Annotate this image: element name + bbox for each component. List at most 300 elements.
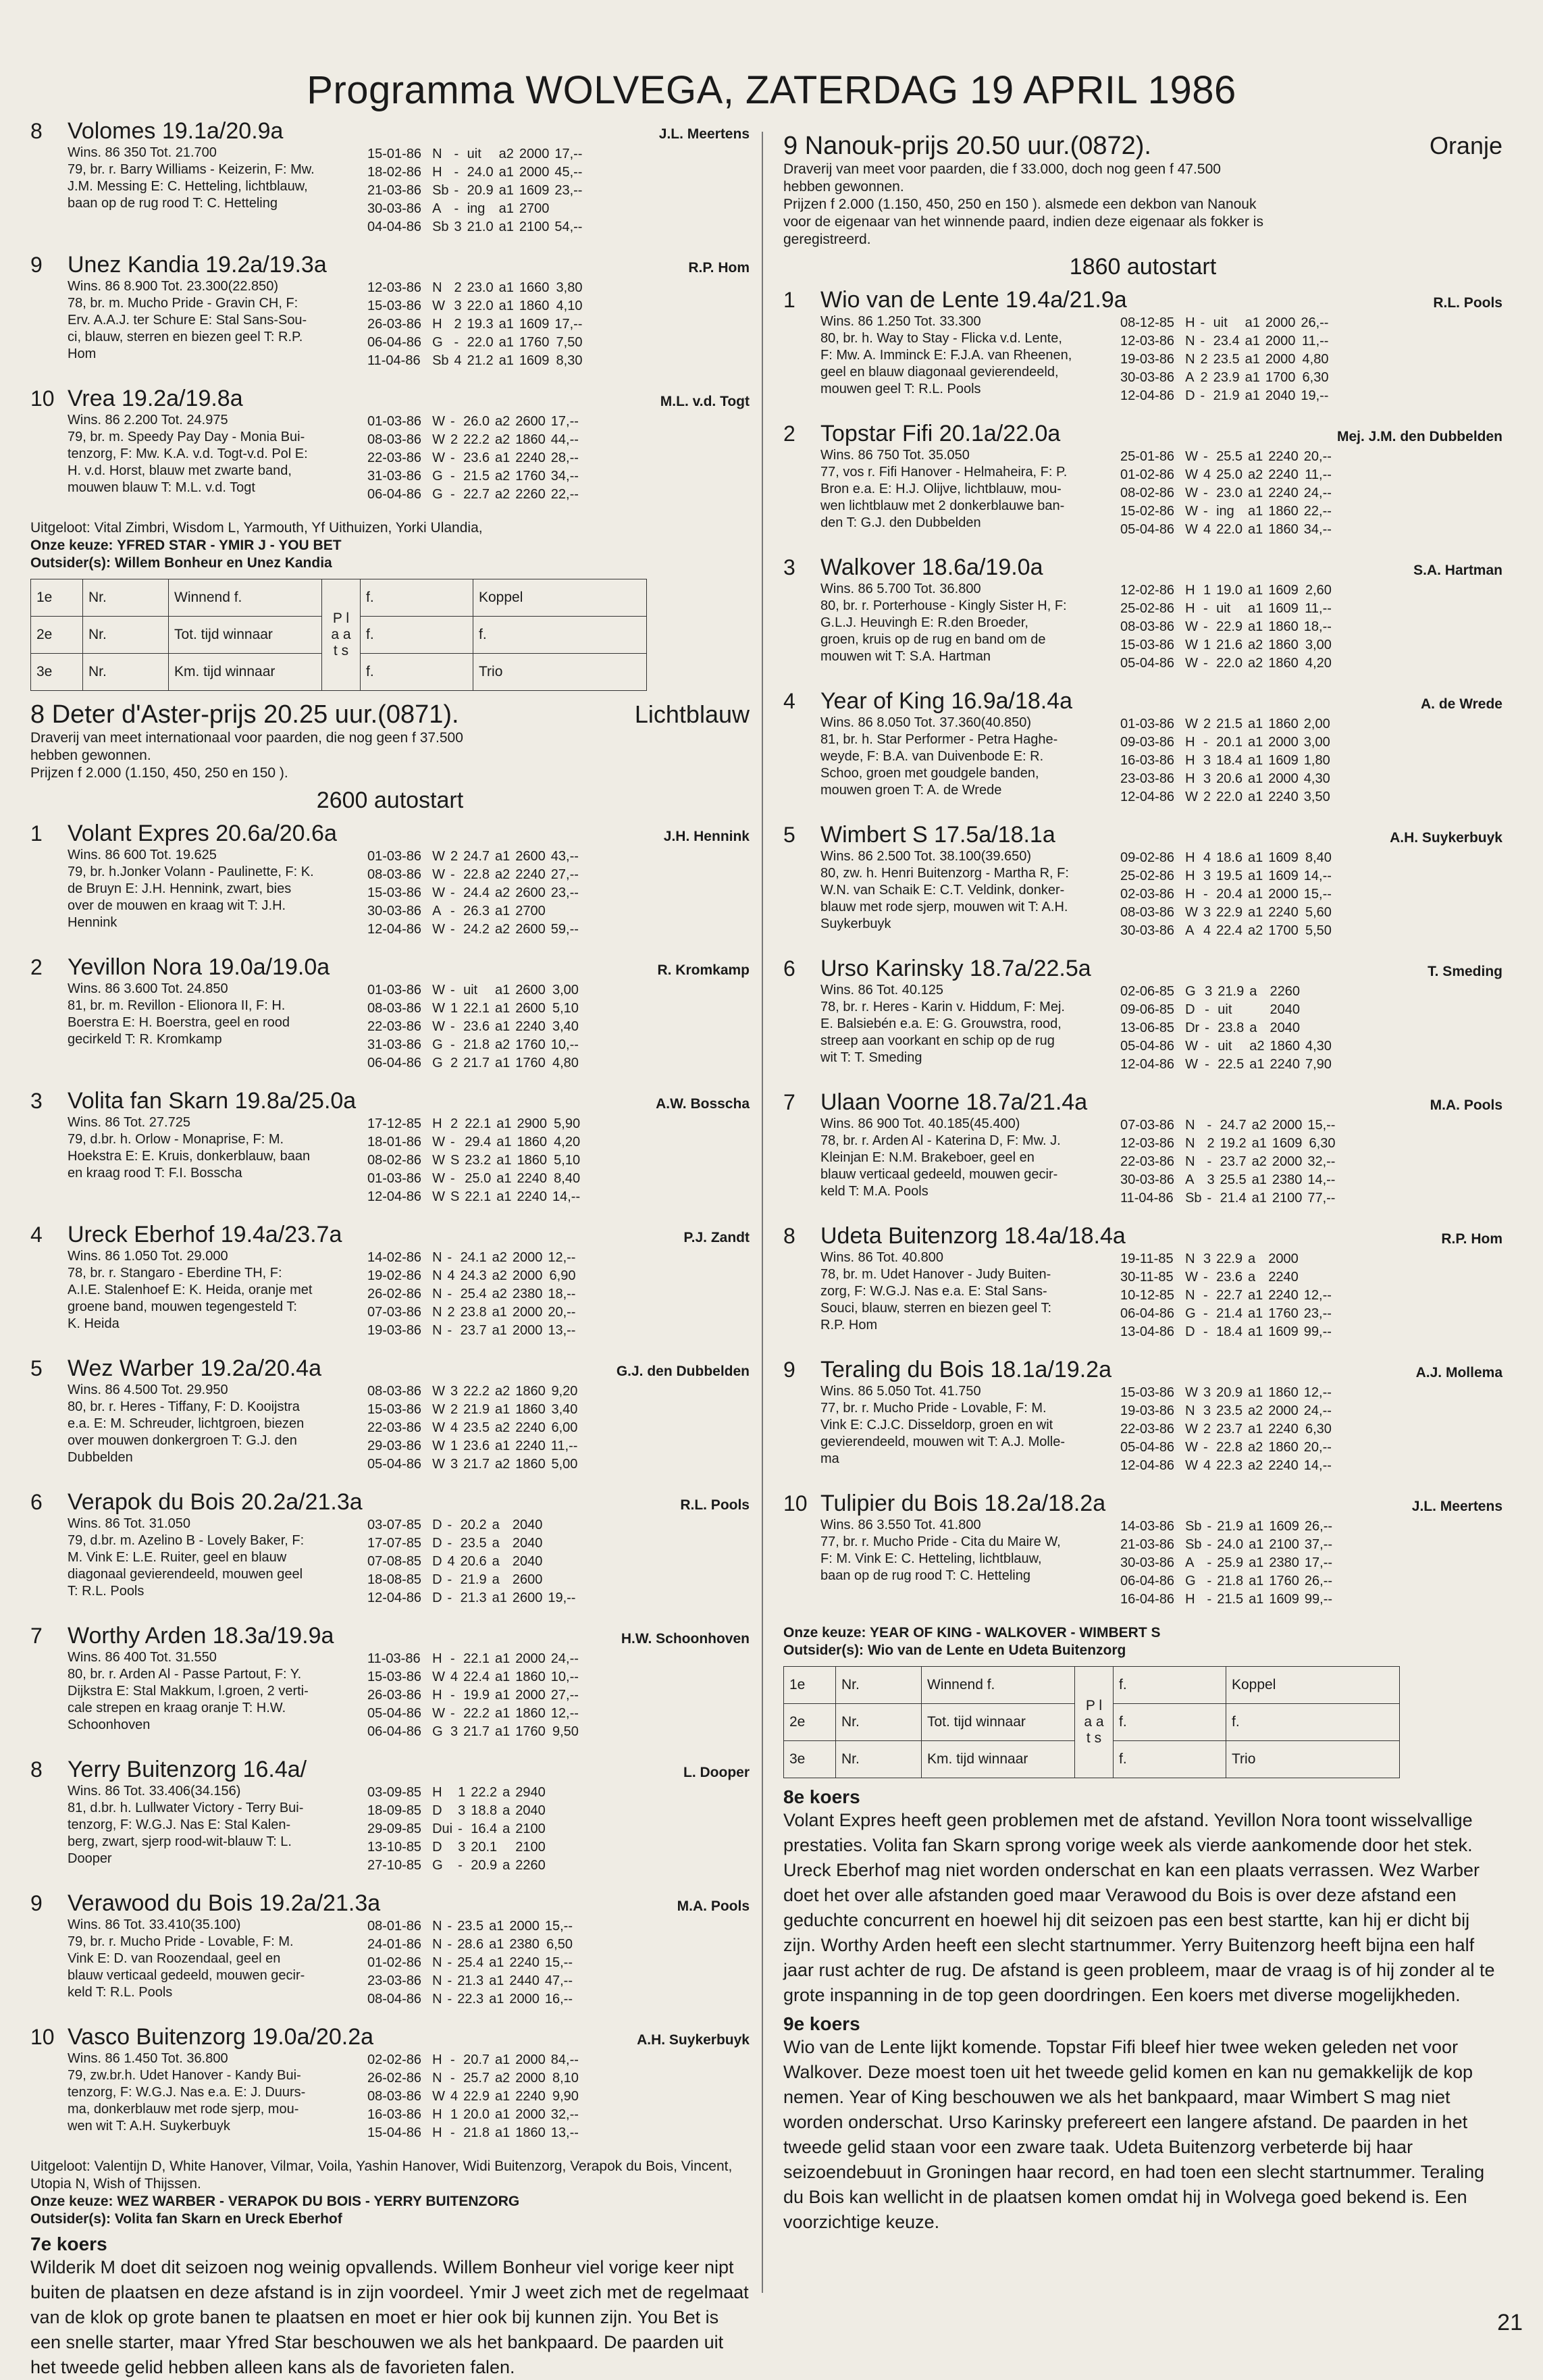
race-cell: -: [450, 904, 455, 919]
race-cell: a1: [495, 450, 511, 465]
race-row: [367, 1784, 555, 1801]
horse-description: [820, 447, 1111, 540]
race-cell: a2: [498, 147, 514, 161]
race-cell: 24,--: [1303, 486, 1332, 500]
race-cell: 1860: [515, 1670, 546, 1684]
race-cell: 13-10-85: [367, 1840, 422, 1855]
entry-header: [783, 822, 1502, 848]
race-cell: N: [432, 1250, 442, 1265]
race-cell: 1: [450, 1001, 459, 1016]
race-cell: W: [432, 1171, 445, 1186]
koers8-text: Volant Expres heeft geen problemen met de afstand. Yevillon Nora toont wisselvallige prestaties. Volita fan Skarn sprong vorige week als vierde aankomende door het stek. Ureck Eberhof mag niet worden onderschat en kan een plaats verrassen. Wez Warber doet het over alle afstanden goed maar Verawood du Bois is over deze afstand een geduchte concurrent en hoewel hij dit seizoen pas een best startte, kan hij er dicht bij zijn. Worthy Arden heeft een slecht startnummer. Yerry Buitenzorg heeft bijna een half jaar rust achter de rug. De afstand is geen probleem, maar de vraag is of hij zonder al te grote inspanning in de top geen doordringen. Een koers met diverse mogelijkheden.: [783, 1810, 1495, 2005]
koppel-label: Koppel: [473, 579, 647, 617]
race-history: [366, 1917, 578, 2009]
race-cell: 1860: [515, 432, 546, 447]
race-cell: 1: [1203, 583, 1211, 598]
race-cell: Sb: [432, 183, 449, 198]
race-cell: 27,--: [550, 1688, 579, 1703]
description-line: gevierendeeld, mouwen wit T: A.J. Molle-: [820, 1434, 1066, 1449]
race-cell: 25-02-86: [1120, 601, 1175, 616]
entry-number: 5: [783, 823, 795, 847]
race-cell: 4,30: [1303, 771, 1330, 786]
horse-entry: [30, 1757, 750, 1875]
race-cell: 23.6: [1216, 1270, 1243, 1285]
race-cell: -: [1205, 1057, 1209, 1072]
race-row: [367, 1322, 579, 1339]
race-cell: 19-02-86: [367, 1268, 422, 1283]
condition-line: voor de eigenaar van het winnende paard, indien deze eigenaar als fokker is: [783, 214, 1263, 230]
race-cell: a: [1249, 1020, 1257, 1035]
race-row: [1120, 1020, 1336, 1037]
race-cell: W: [432, 867, 445, 882]
race-row: [367, 280, 586, 296]
race-cell: a1: [1248, 504, 1263, 519]
horse-description: [820, 1517, 1111, 1609]
race-cell: W: [432, 2089, 445, 2104]
race-cell: N: [1185, 352, 1195, 367]
race-cell: 23-03-86: [367, 1973, 422, 1988]
race-cell: 2240: [1268, 486, 1299, 500]
race-row: [367, 2125, 583, 2142]
race-cell: H: [432, 1651, 442, 1666]
race-row: [367, 468, 583, 485]
race-row: [1120, 716, 1334, 733]
race-cell: 11,--: [1305, 467, 1332, 482]
race-row: [367, 450, 583, 467]
race-cell: a: [502, 1785, 511, 1800]
race-cell: 1760: [515, 469, 546, 484]
race-cell: 30-03-86: [1120, 1555, 1175, 1570]
koers8-title: 8e koers: [783, 1786, 860, 1807]
horse-name: Tulipier du Bois 18.2a/18.2a: [820, 1491, 1106, 1516]
race-cell: 11-04-86: [367, 353, 421, 368]
f-label: f.: [361, 579, 473, 617]
entry-body: [820, 715, 1502, 807]
race-cell: -: [447, 1937, 452, 1952]
race-cell: 26-02-86: [367, 1287, 422, 1301]
race-cell: 4,80: [552, 1056, 579, 1070]
race-cell: uit: [1218, 1002, 1232, 1017]
race-cell: a1: [498, 353, 514, 368]
race-cell: D: [432, 1518, 442, 1532]
race-cell: a1: [1251, 1172, 1267, 1187]
race-cell: 1860: [1268, 522, 1299, 537]
trainer-name: R.P. Hom: [688, 260, 750, 276]
race-cell: W: [432, 1670, 445, 1684]
race-row: [1120, 1172, 1339, 1189]
race-cell: a1: [1249, 1592, 1264, 1607]
race-cell: 22.0: [467, 299, 494, 313]
race-cell: a: [502, 1821, 511, 1836]
race-cell: a1: [1245, 315, 1260, 330]
race-row: [367, 164, 586, 181]
race-cell: 34,--: [1303, 522, 1332, 537]
race-row: [367, 1249, 579, 1266]
race-cell: 1609: [519, 183, 550, 198]
race-cell: -: [1203, 449, 1208, 464]
race-row: [367, 219, 586, 236]
race-cell: 16-04-86: [1120, 1592, 1175, 1607]
race-cell: a: [492, 1554, 500, 1569]
race-cell: N: [432, 280, 442, 295]
race-cell: a1: [1245, 370, 1260, 385]
race-history: [366, 1783, 556, 1875]
entry-header: [783, 554, 1502, 581]
horse-description: [820, 1383, 1111, 1476]
description-line: J.M. Messing E: C. Hetteling, lichtblauw,: [68, 179, 308, 194]
race-cell: -: [450, 2071, 455, 2086]
race-cell: 25.0: [1216, 467, 1243, 482]
horse-name: Verapok du Bois 20.2a/21.3a: [68, 1489, 363, 1515]
race-history: [1119, 1249, 1337, 1342]
race-cell: 18.6: [1216, 850, 1243, 865]
trainer-name: A. de Wrede: [1421, 696, 1502, 712]
race-cell: 2: [450, 1116, 459, 1131]
race-row: [367, 1152, 584, 1169]
race-cell: W: [432, 1153, 445, 1168]
race-row: [367, 1134, 584, 1151]
description-line: Wins. 86 1.450 Tot. 36.800: [68, 2051, 228, 2066]
race-cell: a1: [496, 1189, 512, 1204]
trainer-name: P.J. Zandt: [683, 1230, 750, 1245]
race-cell: a1: [495, 904, 511, 919]
race-cell: a2: [492, 1268, 507, 1283]
race-cell: [554, 201, 586, 217]
description-line: Wins. 86 2.200 Tot. 24.975: [68, 413, 228, 428]
race-cell: 21.7: [463, 1056, 490, 1070]
description-line: wen lichtblauw met 2 donkerblauwe ban-: [820, 498, 1065, 513]
race-cell: 6,30: [1302, 370, 1329, 385]
race-cell: 08-03-86: [1120, 905, 1175, 920]
race-cell: 2000: [1272, 1154, 1303, 1169]
race-cell: -: [454, 165, 459, 180]
race-cell: a1: [498, 165, 514, 180]
race-cell: a2: [495, 432, 511, 447]
race-cell: 19.3: [467, 317, 494, 332]
race-cell: W: [1185, 638, 1198, 652]
race-cell: 2: [1200, 370, 1208, 385]
koers9-text: Wio van de Lente lijkt komende. Topstar Fifi bleef hier twee weken geleden net voor Walkover. Deze moest toen uit het tweede gelid komen en kan nu gemakkelijk de kop nemen. Year of King beschouwen we als het bankpaard, maar Wimbert S mag niet worden onderschat. Urso Karinsky prefereert een langere afstand. De paarden in het tweede gelid staan voor een zware taak. Udeta Buitenzorg verbeterde bij haar seizoendebuut in Groningen haar record, en had toen een slecht startnummer. Teraling du Bois kan wellicht in de plaatsen komen omdat hij in Wolvega goed bekend is. Een voorzichtige keuze.: [783, 2037, 1485, 2232]
race-cell: a2: [495, 922, 511, 937]
entry-number: 3: [783, 555, 795, 579]
race-cell: 21.3: [460, 1590, 487, 1605]
description-line: over mouwen donkergroen T: G.J. den: [68, 1433, 297, 1448]
race-cell: W: [432, 885, 445, 900]
description-line: Wins. 86 Tot. 31.050: [68, 1516, 190, 1531]
trainer-name: R. Kromkamp: [657, 962, 750, 978]
right-column: [783, 118, 1502, 2235]
race-cell: 4: [450, 2089, 459, 2104]
description-line: weyde, F: B.A. van Duivenbode E: R.: [820, 749, 1044, 764]
race-cell: 19-03-86: [1120, 1403, 1175, 1418]
race-cell: H: [432, 1116, 442, 1131]
race-cell: -: [450, 487, 455, 502]
entry-body: [820, 581, 1502, 673]
race-cell: uit: [1216, 601, 1231, 616]
race-cell: a2: [495, 469, 511, 484]
race-cell: [1305, 983, 1336, 1000]
race-cell: 2000: [1268, 1403, 1299, 1418]
race-cell: a1: [1248, 905, 1263, 920]
trainer-name: R.L. Pools: [680, 1497, 750, 1513]
race-cell: 08-02-86: [367, 1153, 422, 1168]
race-cell: 2240: [515, 1439, 546, 1453]
race-cell: 22.7: [463, 487, 490, 502]
race-cell: 23.0: [1216, 486, 1243, 500]
race-cell: 22.9: [1216, 1251, 1243, 1266]
race-cell: a1: [1249, 1574, 1264, 1588]
race-cell: 05-04-86: [367, 1457, 422, 1472]
race-cell: 2000: [515, 1688, 546, 1703]
description-line: 78, br. m. Mucho Pride - Gravin CH, F:: [68, 296, 298, 311]
race-cell: -: [447, 1919, 452, 1934]
entry-number: 6: [783, 956, 795, 981]
race-cell: 44,--: [550, 432, 579, 447]
race-cell: 15-03-86: [367, 1670, 422, 1684]
race-cell: H: [1185, 887, 1195, 902]
race-cell: -: [1203, 504, 1208, 519]
race-row: [1120, 637, 1336, 654]
race-row: [367, 2088, 583, 2105]
race-cell: W: [432, 432, 445, 447]
race-cell: -: [1203, 656, 1208, 671]
description-line: mouwen geel T: R.L. Pools: [820, 382, 981, 396]
description-line: Wins. 86 400 Tot. 31.550: [68, 1650, 217, 1665]
amount-label: Tot. tijd winnaar: [169, 617, 322, 654]
race-cell: -: [1207, 1519, 1212, 1534]
race-cell: 19.9: [463, 1688, 490, 1703]
race-cell: a: [1248, 1251, 1256, 1266]
race-cell: 04-04-86: [367, 219, 422, 234]
race-cell: 4,20: [1305, 656, 1332, 671]
race-cell: 06-04-86: [367, 1724, 422, 1739]
horse-name: Walkover 18.6a/19.0a: [820, 554, 1043, 580]
description-line: den T: G.J. den Dubbelden: [820, 515, 981, 530]
entry-header: [783, 1491, 1502, 1517]
race-cell: 3: [450, 1724, 459, 1739]
horse-description: [68, 1649, 358, 1742]
race-cell: G: [1185, 984, 1196, 999]
entry-body: [820, 1517, 1502, 1609]
race-cell: 12-04-86: [367, 1189, 422, 1204]
race-cell: [502, 1839, 514, 1856]
horse-description: [68, 145, 358, 237]
horse-entry: [30, 2024, 750, 2143]
race-cell: a1: [495, 849, 511, 864]
horse-description: [820, 1249, 1111, 1342]
race-cell: 2600: [512, 1590, 543, 1605]
entry-number: 6: [30, 1490, 43, 1514]
race-cell: 17-12-85: [367, 1116, 422, 1131]
race-cell: 23.9: [1213, 370, 1240, 385]
race-cell: 2240: [517, 1189, 547, 1204]
race-cell: 17,--: [1304, 1555, 1333, 1570]
race-cell: a1: [1248, 753, 1263, 768]
race-cell: 23.7: [1220, 1154, 1247, 1169]
race-cell: G: [432, 1724, 443, 1739]
race-history: [366, 1114, 585, 1207]
race-cell: 24.7: [463, 849, 490, 864]
race-cell: 1860: [1268, 1385, 1299, 1400]
description-line: baan op de rug rood T: C. Hetteling: [68, 196, 278, 211]
race-cell: H: [432, 2125, 442, 2140]
horse-description: [68, 1516, 358, 1608]
race-cell: [1305, 1020, 1336, 1037]
race-cell: 32,--: [1307, 1154, 1336, 1169]
race8-entries: [30, 821, 750, 2143]
race-cell: -: [450, 1019, 455, 1034]
race-cell: W: [432, 1135, 445, 1149]
race-row: [1120, 923, 1336, 939]
race-row: [1120, 369, 1332, 386]
race-cell: 29-03-86: [367, 1439, 422, 1453]
race-cell: a1: [1249, 1057, 1265, 1072]
horse-name: Unez Kandia 19.2a/19.3a: [68, 252, 327, 278]
race-cell: a1: [498, 317, 514, 332]
race-cell: D: [1185, 1324, 1195, 1339]
race-cell: -: [1203, 1288, 1208, 1303]
horse-description: [820, 715, 1111, 807]
race-cell: 4: [447, 1268, 455, 1283]
race-cell: 19,--: [548, 1590, 576, 1605]
race-cell: 2: [454, 317, 462, 332]
race-cell: 3: [1205, 984, 1213, 999]
race-cell: 2240: [1268, 905, 1299, 920]
race-cell: 28.6: [457, 1937, 484, 1952]
race-cell: 5,60: [1305, 905, 1332, 920]
race-cell: G: [1185, 1306, 1196, 1321]
race-cell: -: [450, 1037, 455, 1052]
race-row: [367, 1918, 577, 1935]
column-divider: [762, 132, 763, 2293]
description-line: G.L.J. Heuvingh E: R.den Broeder,: [820, 615, 1028, 630]
race-cell: 01-02-86: [1120, 467, 1175, 482]
race-cell: 08-03-86: [1120, 619, 1175, 634]
race-cell: 2440: [509, 1973, 540, 1988]
race-cell: 2700: [515, 904, 546, 919]
race-history: [366, 1649, 584, 1742]
race-cell: 18,--: [548, 1287, 576, 1301]
race-cell: 15-01-86: [367, 147, 422, 161]
race-cell: 2000: [1265, 352, 1296, 367]
race-cell: 1860: [1268, 717, 1299, 731]
page-title: Programma WOLVEGA, ZATERDAG 19 APRIL 1986: [307, 68, 1236, 112]
description-line: 79, br. r. Barry Williams - Keizerin, F: Mw.: [68, 162, 315, 177]
race-cell: -: [1205, 1020, 1209, 1035]
race-row: [367, 1383, 581, 1400]
race-cell: [1249, 1002, 1268, 1018]
race-row: [367, 1420, 581, 1437]
race-cell: -: [450, 2052, 455, 2067]
race-cell: 27-10-85: [367, 1858, 422, 1873]
entry-body: [68, 981, 750, 1073]
race-row: [367, 1170, 584, 1187]
race-cell: 19.2: [1220, 1136, 1247, 1151]
race9-heading: 9 Nanouk-prijs 20.50 uur.(0872). Oranje: [783, 132, 1502, 160]
race-cell: 3,00: [552, 983, 579, 998]
race-row: [367, 1936, 577, 1953]
race-cell: 2600: [515, 983, 546, 998]
race9-start: 1860 autostart: [1069, 254, 1217, 280]
race-cell: 5,10: [552, 1001, 579, 1016]
race-cell: D: [432, 1840, 442, 1855]
race-cell: W: [1185, 467, 1198, 482]
race-cell: a1: [495, 1439, 511, 1453]
race-cell: 1700: [1265, 370, 1296, 385]
race-cell: [1304, 1251, 1336, 1268]
entry-body: [820, 1116, 1502, 1208]
condition-line: Prijzen f 2.000 (1.150, 450, 250 en 150 ).: [30, 765, 288, 781]
race-cell: a1: [489, 1937, 504, 1952]
description-line: geel en blauw diagonaal gevierendeeld,: [820, 365, 1059, 380]
entry-number: 2: [783, 421, 795, 446]
race-cell: 14-02-86: [367, 1250, 422, 1265]
race-cell: 22,--: [550, 487, 579, 502]
race-cell: [548, 1535, 579, 1552]
race-row: [367, 1018, 583, 1035]
race-cell: N: [432, 1305, 442, 1320]
description-line: e.a. E: M. Schreuder, lichtgroen, biezen: [68, 1416, 305, 1431]
race-cell: 6,50: [546, 1937, 573, 1952]
race-cell: 15-03-86: [367, 299, 422, 313]
entry-body: [820, 982, 1502, 1075]
plaats-label: P l a a t s: [1075, 1667, 1114, 1778]
race-history: [1119, 447, 1337, 540]
race-cell: 22.1: [465, 1116, 492, 1131]
description-line: Wins. 86 3.600 Tot. 24.850: [68, 981, 228, 996]
race-cell: a1: [495, 1724, 511, 1739]
description-line: 80, br. r. Arden Al - Passe Partout, F: Y.: [68, 1667, 302, 1682]
race-row: [367, 1304, 579, 1321]
race-cell: -: [1207, 1191, 1212, 1206]
race-cell: W: [1185, 905, 1198, 920]
race-cell: a1: [495, 1688, 511, 1703]
horse-entry: [30, 1623, 750, 1742]
description-line: ci, blauw, sterren en biezen geel T: R.P.: [68, 330, 303, 344]
race-cell: 22.8: [1216, 1440, 1243, 1455]
description-line: Wins. 86 1.250 Tot. 33.300: [820, 314, 981, 329]
race-cell: a2: [495, 2071, 511, 2086]
race-cell: a1: [1251, 1136, 1267, 1151]
race-cell: 1760: [515, 1056, 546, 1070]
race-cell: -: [450, 885, 455, 900]
race-cell: a2: [1248, 656, 1263, 671]
race-row: [1120, 521, 1336, 538]
horse-name: Volita fan Skarn 19.8a/25.0a: [68, 1088, 357, 1114]
race-cell: a1: [1248, 887, 1263, 902]
description-line: Schoonhoven: [68, 1717, 151, 1732]
race-cell: 2000: [1265, 315, 1296, 330]
race-cell: a1: [1249, 1555, 1264, 1570]
horse-entry: [30, 1222, 750, 1341]
race-row: [367, 982, 583, 999]
race-row: [1120, 388, 1332, 405]
race-cell: N: [432, 1919, 442, 1934]
race-cell: 19-03-86: [367, 1323, 422, 1338]
race-cell: 08-03-86: [367, 867, 422, 882]
race-row: [367, 432, 583, 448]
description-line: Wins. 86 2.500 Tot. 38.100(39.650): [820, 849, 1032, 864]
race-cell: 15-03-86: [1120, 1385, 1175, 1400]
race-cell: 25.9: [1217, 1555, 1244, 1570]
race-row: [1120, 1518, 1336, 1535]
race-cell: W: [1185, 486, 1198, 500]
race-cell: 7,50: [556, 335, 583, 350]
race-history: [366, 412, 584, 505]
race-cell: G: [432, 1056, 443, 1070]
race-cell: 15-03-86: [1120, 638, 1175, 652]
race-cell: 24.3: [460, 1268, 487, 1283]
